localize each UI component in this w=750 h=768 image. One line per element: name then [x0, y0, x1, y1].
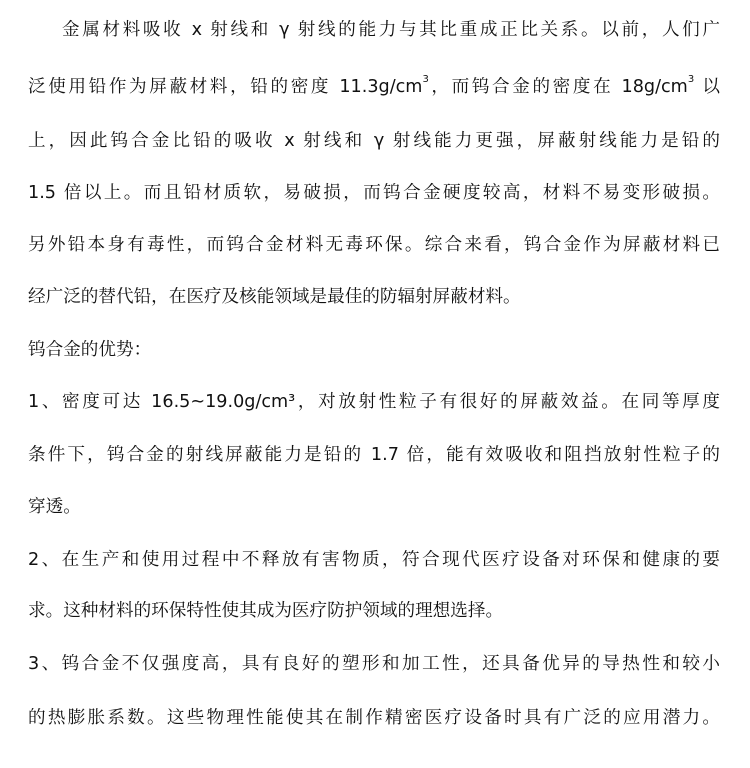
text-run: 另外铅本身有毒性，而钨合金材料无毒环保。综合来看，钨合金作为屏蔽材料已 [28, 235, 720, 255]
superscript: 3 [687, 74, 695, 85]
list-item-line [0, 545, 720, 575]
text-run: 3、钨合金不仅强度高，具有良好的塑形和加工性，还具备优异的导热性和较小 [28, 654, 720, 674]
text-run: 泛使用铅作为屏蔽材料，铅的密度 11.3g/cm [28, 77, 423, 97]
list-item-line [0, 596, 750, 626]
text-run: 1.5 倍以上。而且铅材质软，易破损，而钨合金硬度较高，材料不易变形破损。 [28, 183, 720, 203]
text-run: 1、密度可达 16.5~19.0g/cm³，对放射性粒子有很好的屏蔽效益。在同等厚度 [28, 392, 720, 412]
text-run: 条件下，钨合金的射线屏蔽能力是铅的 1.7 倍，能有效吸收和阻挡放射性粒子的 [28, 445, 720, 465]
paragraph-line [0, 230, 720, 260]
text-run: ，而钨合金的密度在 18g/cm [428, 77, 688, 97]
text-run: 经广泛的替代铅，在医疗及核能领域是最佳的防辐射屏蔽材料。 [28, 287, 521, 307]
paragraph-line [0, 282, 750, 312]
text-run: 穿透。 [28, 497, 81, 517]
list-item-line [0, 703, 720, 733]
list-item-line [0, 492, 750, 522]
paragraph-line [0, 72, 720, 102]
list-item-line [0, 440, 720, 470]
text-run: 2、在生产和使用过程中不释放有害物质，符合现代医疗设备对环保和健康的要 [28, 550, 720, 570]
paragraph-line [0, 15, 720, 45]
text-run: 以 [694, 77, 720, 97]
text-run: 金属材料吸收 x 射线和 γ 射线的能力与其比重成正比关系。以前，人们广 [62, 20, 720, 40]
section-heading [0, 335, 750, 365]
superscript: 3 [422, 74, 429, 85]
list-item-line [0, 649, 720, 679]
paragraph-line [0, 126, 720, 156]
text-run: 求。这种材料的环保特性使其成为医疗防护领域的理想选择。 [28, 601, 504, 621]
list-item-line [0, 387, 720, 417]
paragraph-line [0, 178, 720, 208]
text-run: 钨合金的优势： [28, 340, 152, 360]
text-run: 的热膨胀系数。这些物理性能使其在制作精密医疗设备时具有广泛的应用潜力。 [28, 708, 720, 728]
text-run: 上，因此钨合金比铅的吸收 x 射线和 γ 射线能力更强，屏蔽射线能力是铅的 [28, 131, 720, 151]
